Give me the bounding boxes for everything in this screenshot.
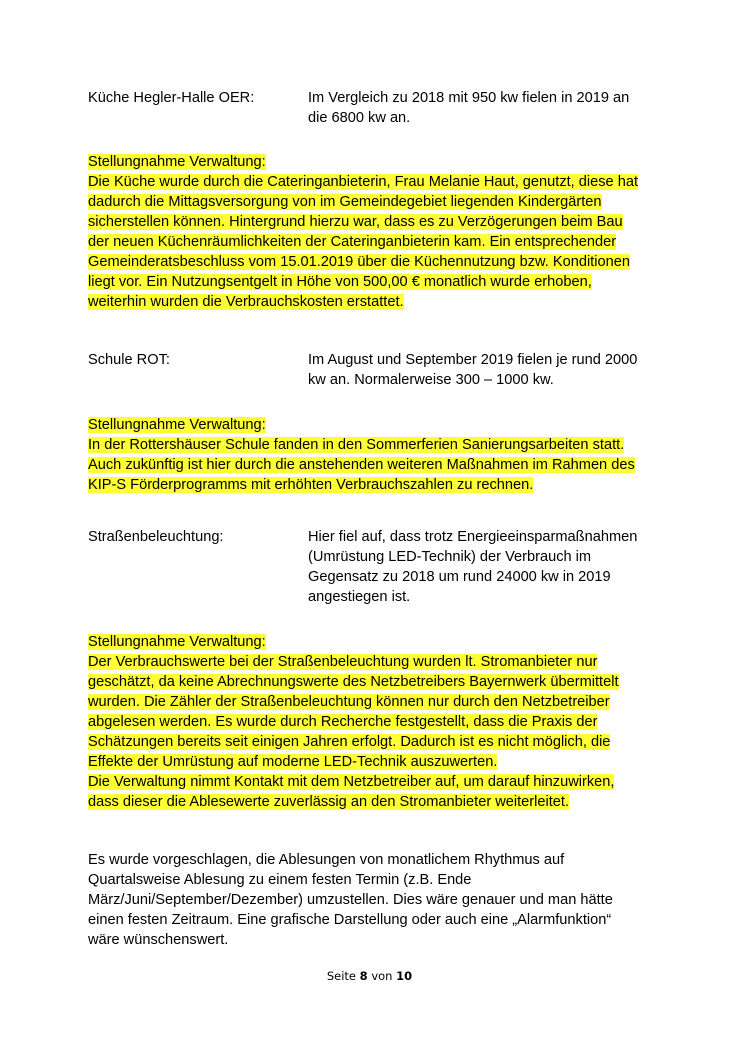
- paragraph-line: einen festen Zeitraum. Eine grafische Darstellung oder auch eine „Alarmfunktion“: [88, 912, 612, 928]
- statement-line: Auch zukünftig ist hier durch die anstehenden weiteren Maßnahmen im Rahmen des: [88, 457, 635, 473]
- paragraph-line: wäre wünschenswert.: [88, 932, 229, 948]
- page-footer: [0, 968, 739, 984]
- statement-line: geschätzt, da keine Abrechnungswerte des Netzbetreibers Bayernwerk übermittelt: [88, 674, 619, 690]
- statement-line: dass dieser die Ablesewerte zuverlässig an den Stromanbieter weiterleitet.: [88, 794, 570, 810]
- description-line: Gegensatz zu 2018 um rund 24000 kw in 2019: [308, 569, 611, 585]
- statement-heading: Stellungnahme Verwaltung:: [88, 634, 266, 650]
- statement-strassenbeleuchtung: [88, 632, 668, 812]
- description-line: angestiegen ist.: [308, 589, 411, 605]
- statement-schule-rot: [88, 415, 668, 495]
- statement-line: der neuen Küchenräumlichkeiten der Cateringanbieterin kam. Ein entsprechender: [88, 234, 617, 250]
- statement-line: KIP-S Förderprogramms mit erhöhten Verbrauchszahlen zu rechnen.: [88, 477, 534, 493]
- item-description: [308, 527, 658, 607]
- footer-page-number: 8: [359, 969, 368, 983]
- statement-heading: Stellungnahme Verwaltung:: [88, 154, 266, 170]
- item-label: Küche Hegler-Halle OER:: [88, 90, 255, 106]
- statement-line: Gemeinderatsbeschluss vom 15.01.2019 über die Küchennutzung bzw. Konditionen: [88, 254, 630, 270]
- description-line: Hier fiel auf, dass trotz Energieeinsparmaßnahmen: [308, 529, 638, 545]
- statement-line: Der Verbrauchswerte bei der Straßenbeleuchtung wurden lt. Stromanbieter nur: [88, 654, 598, 670]
- item-label: Straßenbeleuchtung:: [88, 529, 224, 545]
- description-line: kw an. Normalerweise 300 – 1000 kw.: [308, 372, 554, 388]
- statement-line: Effekte der Umrüstung auf moderne LED-Technik auszuwerten.: [88, 754, 498, 770]
- item-description: [308, 350, 658, 390]
- footer-page-total: 10: [396, 969, 413, 983]
- statement-line: weiterhin wurden die Verbrauchskosten erstattet.: [88, 294, 404, 310]
- statement-heading: Stellungnahme Verwaltung:: [88, 417, 266, 433]
- footer-prefix: Seite: [326, 969, 356, 983]
- closing-paragraph: [88, 850, 668, 950]
- item-description: [308, 88, 658, 128]
- statement-line: abgelesen werden. Es wurde durch Recherche festgestellt, dass die Praxis der: [88, 714, 598, 730]
- statement-kueche-hegler-halle: [88, 152, 668, 312]
- statement-line: dadurch die Mittagsversorgung von im Gemeindegebiet liegenden Kindergärten: [88, 194, 602, 210]
- statement-line: Die Verwaltung nimmt Kontakt mit dem Netzbetreiber auf, um darauf hinzuwirken,: [88, 774, 615, 790]
- statement-line: Schätzungen bereits seit einigen Jahren erfolgt. Dadurch ist es nicht möglich, die: [88, 734, 611, 750]
- statement-line: Die Küche wurde durch die Cateringanbieterin, Frau Melanie Haut, genutzt, diese hat: [88, 174, 639, 190]
- description-line: Im August und September 2019 fielen je rund 2000: [308, 352, 638, 368]
- statement-line: In der Rottershäuser Schule fanden in den Sommerferien Sanierungsarbeiten statt.: [88, 437, 625, 453]
- description-line: die 6800 kw an.: [308, 110, 411, 126]
- paragraph-line: Es wurde vorgeschlagen, die Ablesungen von monatlichem Rhythmus auf: [88, 852, 565, 868]
- description-line: Im Vergleich zu 2018 mit 950 kw fielen in 2019 an: [308, 90, 630, 106]
- footer-middle: von: [371, 969, 393, 983]
- statement-line: sicherstellen können. Hintergrund hierzu war, dass es zu Verzögerungen beim Bau: [88, 214, 623, 230]
- paragraph-line: Quartalsweise Ablesung zu einem festen Termin (z.B. Ende: [88, 872, 472, 888]
- statement-line: wurden. Die Zähler der Straßenbeleuchtung können nur durch den Netzbetreiber: [88, 694, 610, 710]
- item-label: Schule ROT:: [88, 352, 170, 368]
- statement-line: liegt vor. Ein Nutzungsentgelt in Höhe von 500,00 € monatlich wurde erhoben,: [88, 274, 592, 290]
- paragraph-line: März/Juni/September/Dezember) umzustellen. Dies wäre genauer und man hätte: [88, 892, 613, 908]
- description-line: (Umrüstung LED-Technik) der Verbrauch im: [308, 549, 592, 565]
